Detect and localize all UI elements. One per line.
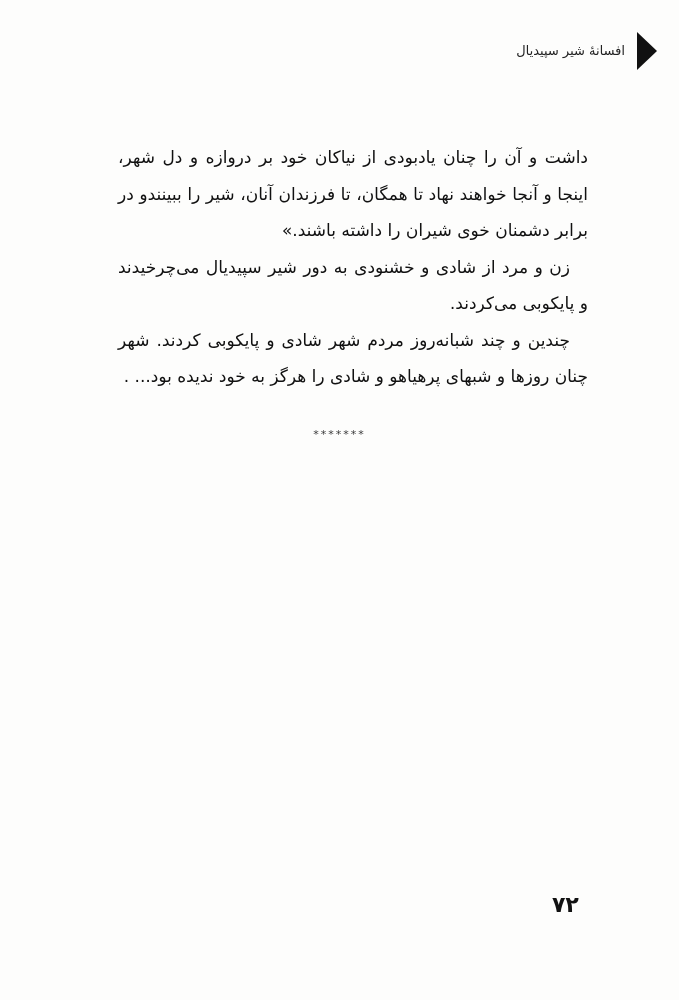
paragraph: زن و مرد از شادی و خشنودی به دور شیر سپیدیال می‌چرخیدند و پایکوبی می‌کردند. (118, 257, 588, 314)
page-number: ۷۲ (552, 893, 579, 918)
running-head (516, 32, 657, 70)
paragraph: چندین و چند شبانه‌روز مردم شهر شادی و پایکوبی کردند. شهر چنان روزها و شبهای پرهیاهو و شادی را هرگز به خود ندیده بود... . (118, 330, 588, 387)
paragraph: داشت و آن را چنان یادبودی از نیاکان خود بر دروازه و دل شهر، اینجا و آنجا خواهند نهاد تا همگان، تا فرزندان آنان، شیر را ببینندو در برابر دشمنان خوی شیران را داشته باشند.» (118, 148, 588, 241)
section-divider: ******* (313, 428, 366, 441)
triangle-marker-icon (637, 32, 657, 70)
running-head-title: افسانهٔ شیر سپیدیال (516, 43, 625, 59)
body-text (118, 140, 588, 396)
